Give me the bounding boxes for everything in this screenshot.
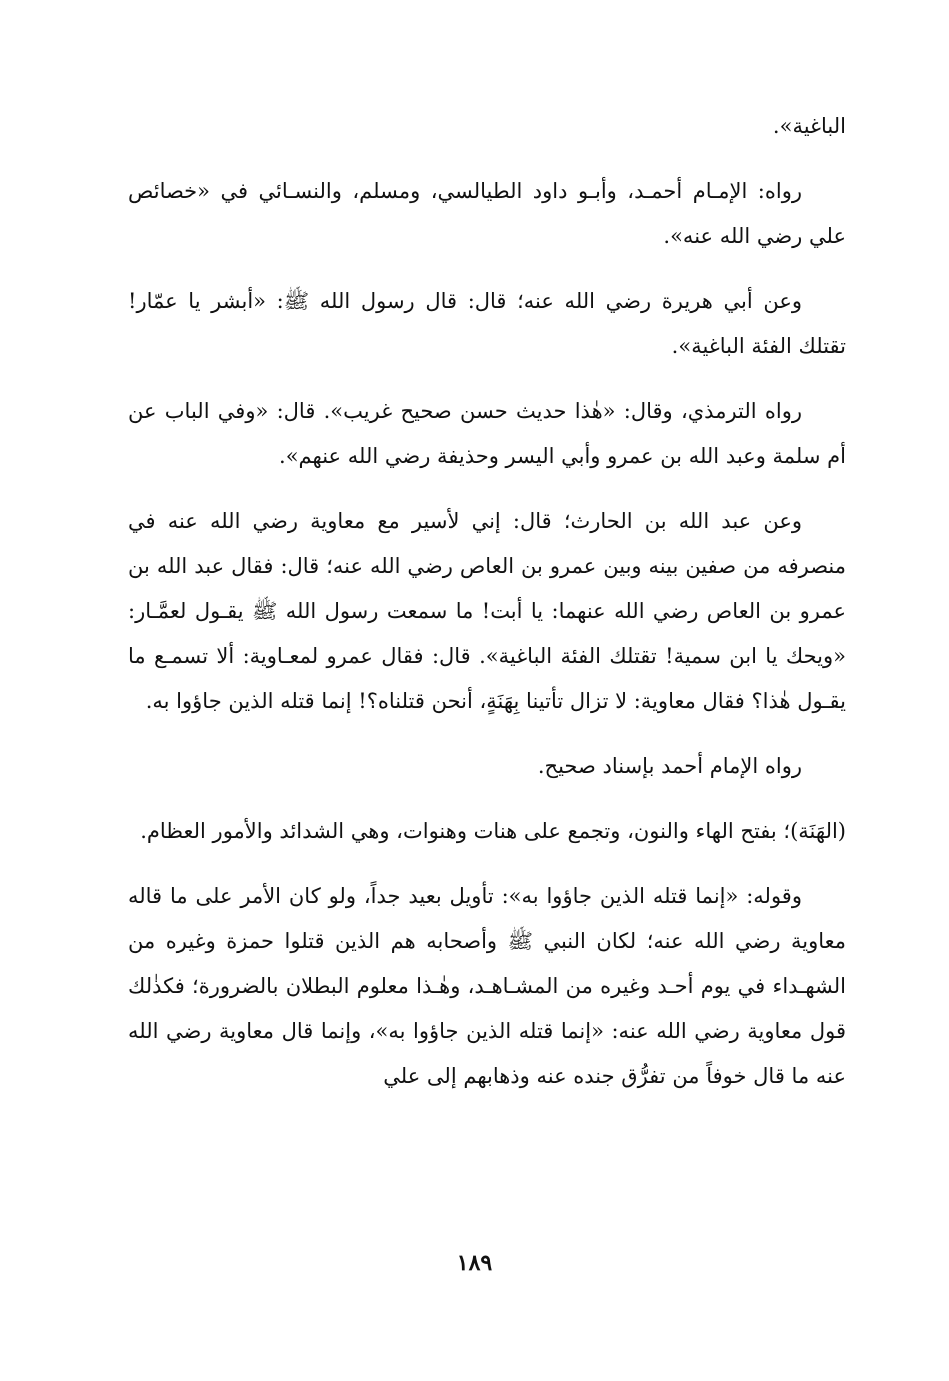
page-number: ١٨٩ — [456, 1250, 493, 1276]
paragraph-abu-hurairah-hadith: وعن أبي هريرة رضي الله عنه؛ قال: قال رسول الله ﷺ: «أبشر يا عمّار! تقتلك الفئة الباغية». — [128, 289, 846, 358]
paragraph-ahmad-isnad: رواه الإمام أحمد بإسناد صحيح. — [537, 754, 802, 778]
paragraph-commentary: وقوله: «إنما قتله الذين جاؤوا به»: تأويل بعيد جداً، ولو كان الأمر على ما قاله معاوية رضي الله عنه؛ لكان النبي ﷺ وأصحابه هم الذين قتلوا حمزة وغيره من الشهـداء في يوم أحـد وغيره من المشـاهـد، وهٰـذا معلوم البطلان بالضرورة؛ فكذٰلك قول معاوية رضي الله عنه: «إنما قتله الذين جاؤوا به»، وإنما قال معاوية رضي الله عنه ما قال خوفاً من تفرُّق جنده عنه وذهابهم إلى علي — [128, 884, 846, 1088]
paragraph-hanah-definition: (الهَنَة)؛ بفتح الهاء والنون، وتجمع على هنات وهنوات، وهي الشدائد والأمور العظام. — [140, 819, 846, 843]
body-text — [128, 104, 846, 1099]
paragraph-abdullah-bin-harith: وعن عبد الله بن الحارث؛ قال: إني لأسير مع معاوية رضي الله عنه في منصرفه من صفين بينه وبين عمرو بن العاص رضي الله عنه؛ قال: فقال عبد الله بن عمرو بن العاص رضي الله عنهما: يا أبت! ما سمعت رسول الله ﷺ يقـول لعمَّـار: «ويحك يا ابن سمية! تقتلك الفئة الباغية». قال: فقال عمرو لمعـاوية: ألا تسمـع ما يقـول هٰذا؟ فقال معاوية: لا تزال تأتينا بِهَنَةٍ، أنحن قتلناه؟! إنما قتله الذين جاؤوا به. — [128, 509, 846, 713]
paragraph-narration-ahmad: رواه: الإمـام أحمـد، وأبـو داود الطيالسي، ومسلم، والنسـائي في «خصائص علي رضي الله عنه». — [128, 179, 846, 248]
paragraph-tirmidhi: رواه الترمذي، وقال: «هٰذا حديث حسن صحيح غريب». قال: «وفي الباب عن أم سلمة وعبد الله بن عمرو وأبي اليسر وحذيفة رضي الله عنهم». — [128, 399, 846, 468]
paragraph-continuation: الباغية». — [772, 114, 846, 138]
